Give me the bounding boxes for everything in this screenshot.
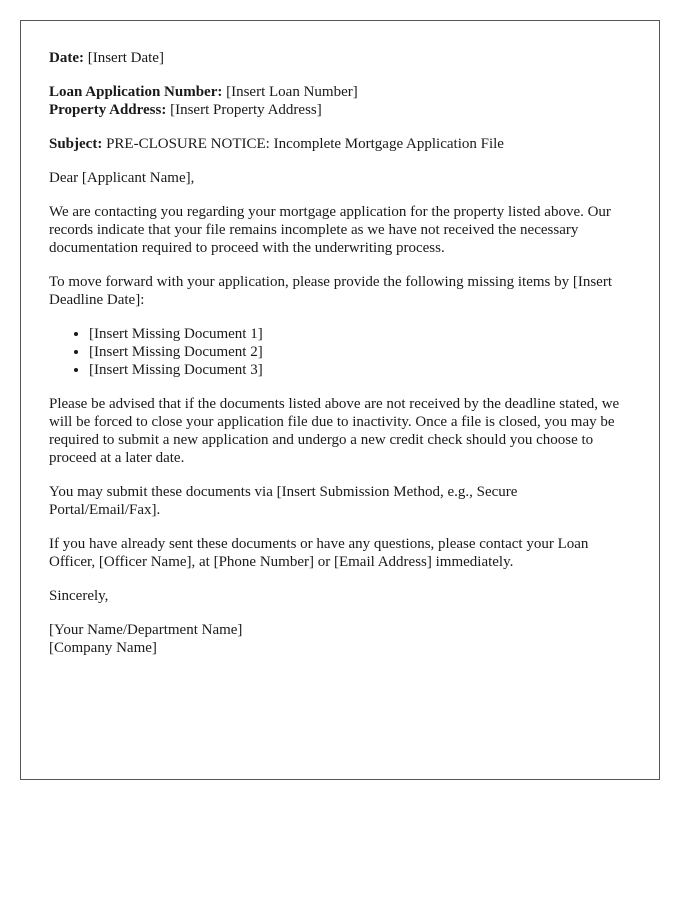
paragraph-request: To move forward with your application, please provide the following missing items by [Insert Deadline Date]: [49, 274, 612, 308]
loan-number-value: [Insert Loan Number] [226, 84, 358, 100]
subject-line [49, 135, 631, 153]
salutation: Dear [Applicant Name], [49, 170, 195, 186]
paragraph-intro: We are contacting you regarding your mortgage application for the property listed above. Our records indicate that your file remains incomplete as we have not received the necessary documentation required to proceed with the underwriting process. [49, 204, 611, 256]
signature-name: [Your Name/Department Name] [49, 622, 243, 638]
missing-documents-list [49, 325, 631, 379]
property-address-line [49, 101, 631, 119]
loan-number-line [49, 83, 631, 101]
date-label: Date: [49, 50, 84, 66]
list-item: • [Insert Missing Document 1] [89, 325, 631, 343]
list-item: • [Insert Missing Document 2] [89, 343, 631, 361]
paragraph-contact: If you have already sent these documents or have any questions, please contact your Loan Officer, [Officer Name], at [Phone Number] or [Email Address] immediately. [49, 536, 589, 570]
list-item: • [Insert Missing Document 3] [89, 361, 631, 379]
date-line [49, 49, 631, 67]
date-value: [Insert Date] [87, 50, 164, 66]
signature-company: [Company Name] [49, 640, 157, 656]
property-address-value: [Insert Property Address] [170, 102, 322, 118]
paragraph-submission: You may submit these documents via [Insert Submission Method, e.g., Secure Portal/Email/Fax]. [49, 484, 518, 518]
paragraph-warning: Please be advised that if the documents listed above are not received by the deadline stated, we will be forced to close your application file due to inactivity. Once a file is closed, you may be required to submit a new application and undergo a new credit check should you choose to proceed at a later date. [49, 396, 620, 466]
property-address-label: Property Address: [49, 102, 167, 118]
subject-value: PRE-CLOSURE NOTICE: Incomplete Mortgage Application File [106, 136, 504, 152]
subject-label: Subject: [49, 136, 103, 152]
closing: Sincerely, [49, 588, 109, 604]
letter-document [20, 20, 660, 780]
loan-number-label: Loan Application Number: [49, 84, 223, 100]
